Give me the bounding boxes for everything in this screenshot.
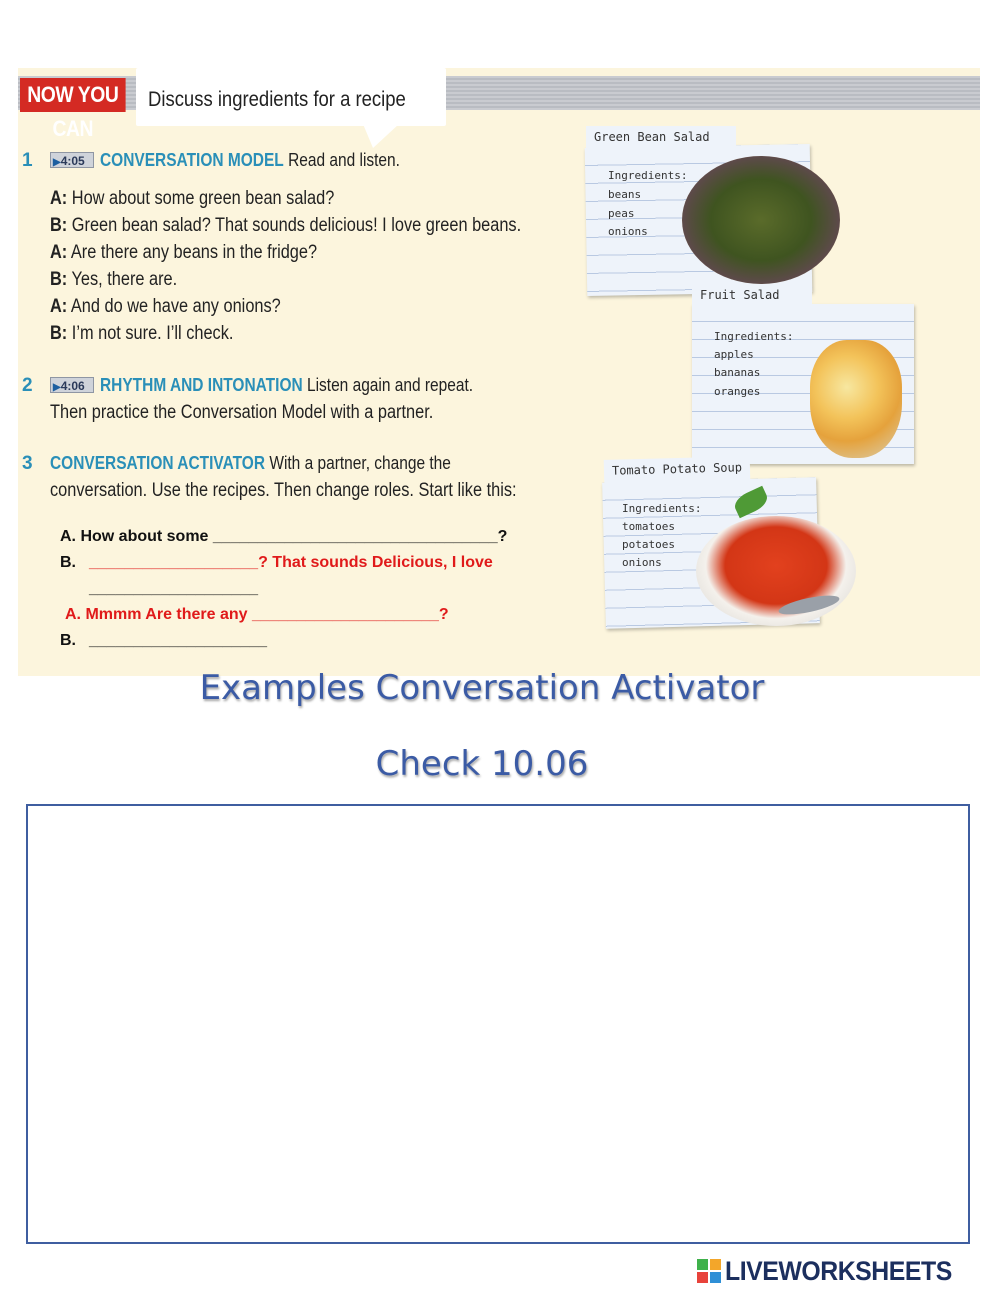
logo-blocks-icon xyxy=(697,1259,721,1283)
audio-button-406[interactable] xyxy=(50,377,94,393)
ingredient-item: potatoes xyxy=(622,538,675,551)
recipe-ingredients-label: Ingredients: xyxy=(714,330,794,343)
dialogue-line xyxy=(50,269,177,291)
section-2-keyword: RHYTHM AND INTONATION xyxy=(100,375,303,395)
speaker-label: A: xyxy=(50,296,68,317)
activator-label-b1: B. xyxy=(60,554,76,571)
speech-bubble-tail xyxy=(363,124,399,148)
speaker-label: A: xyxy=(50,188,68,209)
play-icon: ▶ xyxy=(53,382,61,393)
recipe-ingredients-label: Ingredients: xyxy=(622,502,702,515)
activator-line-b2: ____________________ xyxy=(89,632,267,649)
play-icon: ▶ xyxy=(53,157,61,168)
dialogue-line xyxy=(50,323,233,345)
section-1-heading xyxy=(100,150,400,171)
dialogue-line xyxy=(50,215,521,237)
section-3-keyword: CONVERSATION ACTIVATOR xyxy=(50,453,266,473)
section-2-number: 2 xyxy=(22,375,33,396)
section-3-line2: conversation. Use the recipes. Then change roles. Start like this: xyxy=(50,480,517,501)
section-3-number: 3 xyxy=(22,453,33,474)
dialogue-line xyxy=(50,188,334,210)
recipe-title: Tomato Potato Soup xyxy=(604,456,751,484)
ingredient-item: bananas xyxy=(714,366,761,379)
dialogue-text: Green bean salad? That sounds delicious! I love green beans. xyxy=(71,215,522,236)
answer-input-box[interactable] xyxy=(26,804,970,1244)
audio-button-405[interactable] xyxy=(50,152,94,168)
recipe-ingredients-label: Ingredients: xyxy=(608,169,688,182)
section-2-heading xyxy=(100,375,473,396)
section-1-number: 1 xyxy=(22,150,33,171)
ingredient-item: apples xyxy=(714,348,754,361)
recipe-title: Green Bean Salad xyxy=(586,126,736,150)
section-3-instruction: With a partner, change the xyxy=(269,453,451,473)
audio-track-label: 4:06 xyxy=(60,379,85,393)
dialogue-line xyxy=(50,242,317,264)
dialogue-text: Are there any beans in the fridge? xyxy=(70,242,318,263)
lesson-title: Discuss ingredients for a recipe xyxy=(148,88,406,111)
dialogue-text: And do we have any onions? xyxy=(70,296,281,317)
section-2-instruction: Listen again and repeat. xyxy=(306,375,474,395)
fruit-salad-image xyxy=(810,340,902,458)
speaker-label: B: xyxy=(50,215,68,236)
page-title: Examples Conversation Activator xyxy=(199,668,765,708)
activator-line-a1: A. How about some ________________________________? xyxy=(60,528,508,545)
tomato-soup-image xyxy=(696,516,856,626)
activator-answer-b1: ___________________? That sounds Delicious, I love xyxy=(89,554,493,571)
ingredient-item: onions xyxy=(608,225,648,238)
logo-text: LIVEWORKSHEETS xyxy=(725,1256,952,1286)
dialogue-text: I’m not sure. I’ll check. xyxy=(71,323,234,344)
activator-label-b2: B. xyxy=(60,632,76,649)
ingredient-item: oranges xyxy=(714,385,761,398)
speaker-label: A: xyxy=(50,242,68,263)
section-1-instruction: Read and listen. xyxy=(288,150,400,170)
now-you-can-badge: NOW YOU CAN xyxy=(20,78,126,112)
recipe-title: Fruit Salad xyxy=(692,284,812,308)
dialogue-text: Yes, there are. xyxy=(71,269,178,290)
dialogue-text: How about some green bean salad? xyxy=(71,188,335,209)
section-1-keyword: CONVERSATION MODEL xyxy=(100,150,284,170)
page-subtitle: Check 10.06 xyxy=(375,744,589,784)
activator-answer-a2: A. Mmmm Are there any _____________________? xyxy=(65,606,449,623)
ingredient-item: onions xyxy=(622,556,662,569)
speaker-label: B: xyxy=(50,323,68,344)
ingredient-item: tomatoes xyxy=(622,520,675,533)
ingredient-item: peas xyxy=(608,207,635,220)
ingredient-item: beans xyxy=(608,188,642,201)
section-3-heading xyxy=(50,453,451,474)
activator-line-b1-cont: ___________________ xyxy=(89,580,259,597)
dialogue-line xyxy=(50,296,281,318)
green-bean-salad-image xyxy=(682,156,840,284)
speaker-label: B: xyxy=(50,269,68,290)
section-2-line2: Then practice the Conversation Model with a partner. xyxy=(50,402,434,423)
audio-track-label: 4:05 xyxy=(60,154,85,168)
textbook-panel xyxy=(18,68,980,676)
